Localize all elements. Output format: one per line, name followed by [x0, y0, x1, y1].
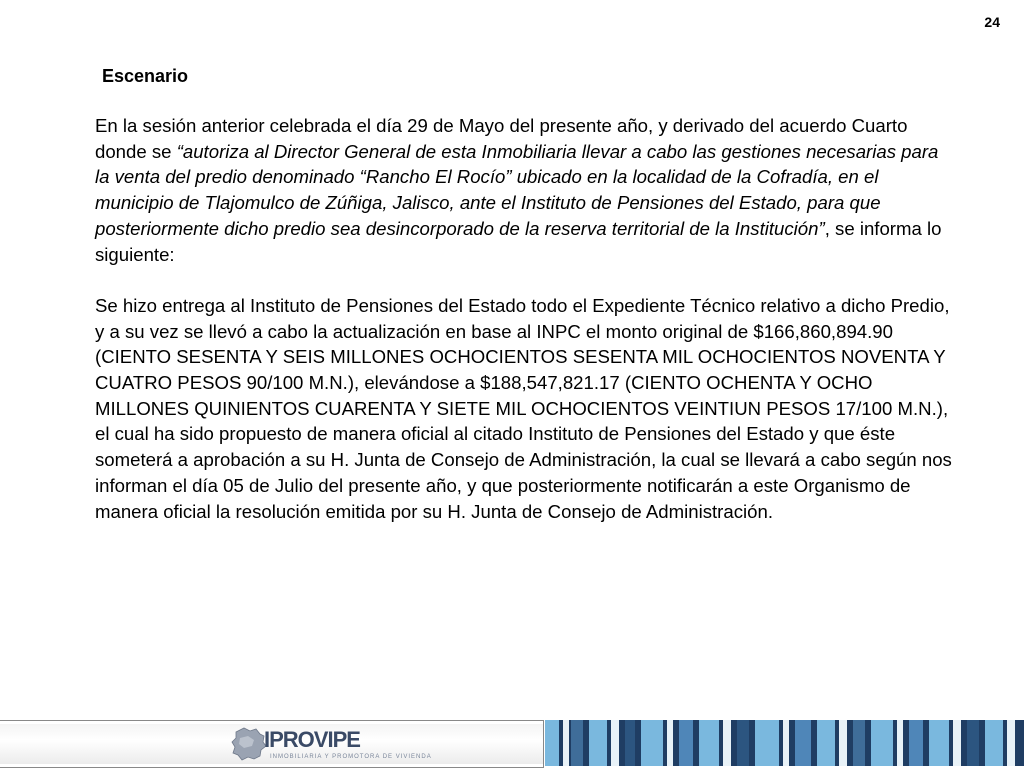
footer-logo-panel — [0, 720, 544, 768]
paragraph-scenario — [95, 113, 955, 267]
footer-bar — [795, 720, 811, 766]
section-heading: Escenario — [102, 66, 189, 86]
footer-bar — [571, 720, 583, 766]
paragraph-outro: , se informa lo siguiente: — [95, 217, 942, 265]
footer-bar — [723, 720, 731, 766]
footer-bar — [563, 720, 569, 766]
footer-bar — [611, 720, 619, 766]
footer-bar — [897, 720, 903, 766]
footer-bar — [871, 720, 893, 766]
paragraph-intro: En la sesión anterior celebrada el día 29 de Mayo del presente año, y derivado del acuerdo Cuarto donde se — [95, 115, 908, 162]
footer-bar — [909, 720, 923, 766]
footer-bar — [783, 720, 789, 766]
footer-bar — [641, 720, 663, 766]
footer-bar — [985, 720, 1003, 766]
footer-bar — [817, 720, 835, 766]
footer-bar — [853, 720, 865, 766]
footer-bar — [699, 720, 719, 766]
footer-bar — [625, 720, 635, 766]
footer-band — [0, 718, 1024, 768]
logo-wordmark: IPROVIPE — [264, 727, 360, 752]
footer-bar — [589, 720, 607, 766]
agreement-quote: “autoriza al Director General de esta Inmobiliaria llevar a cabo las gestiones necesarias para la venta del predio denominado “Rancho El Rocío” ubicado en la localidad de la Cofradía, en el municipio de Tlajomulco de Zúñiga, Jalisco, ante el Instituto de Pensiones del Estado, para que posteriormente dicho predio sea desincorporado de la reserva territorial de la Institución” — [95, 140, 939, 239]
footer-bar — [929, 720, 949, 766]
footer-bar — [545, 720, 559, 766]
footer-bar — [755, 720, 779, 766]
jalisco-map-icon — [230, 726, 268, 762]
footer-bar — [839, 720, 847, 766]
iprovipe-logo — [230, 724, 432, 764]
logo-subtitle: INMOBILIARIA Y PROMOTORA DE VIVIENDA — [270, 754, 432, 760]
footer-bar — [679, 720, 693, 766]
page-number: 24 — [984, 14, 1000, 30]
footer-bar — [967, 720, 979, 766]
footer-bar — [737, 720, 749, 766]
footer-bar — [953, 720, 961, 766]
footer-decorative-bars — [545, 720, 1024, 766]
footer-bar — [667, 720, 673, 766]
footer-bar — [1007, 720, 1015, 766]
body-text — [95, 113, 955, 524]
paragraph-status: Se hizo entrega al Instituto de Pensiones del Estado todo el Expediente Técnico relativo a dicho Predio, y a su vez se llevó a cabo la actualización en base al INPC el monto original de $166,860,894.90 (CIENTO SESENTA Y SEIS MILLONES OCHOCIENTOS SESENTA MIL OCHOCIENTOS NOVENTA Y CUATRO PESOS 90/100 M.N.), elevándose a $188,547,821.17 (CIENTO OCHENTA Y OCHO MILLONES QUINIENTOS CUARENTA Y SIETE MIL OCHOCIENTOS VEINTIUN PESOS 17/100 M.N.), el cual ha sido propuesto de manera oficial al citado Instituto de Pensiones del Estado y que éste someterá a aprobación a su H. Junta de Consejo de Administración, la cual se llevará a cabo según nos informan el día 05 de Julio del presente año, y que posteriormente notificarán a este Organismo de manera oficial la resolución emitida por su H. Junta de Consejo de Administración. — [95, 294, 952, 522]
